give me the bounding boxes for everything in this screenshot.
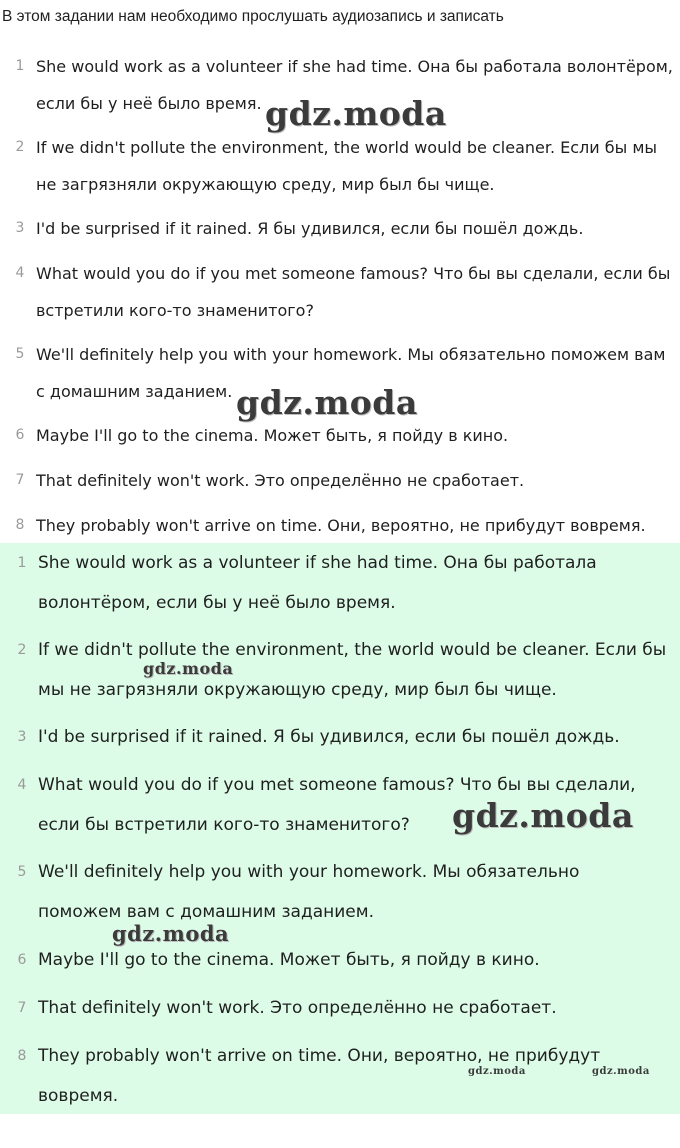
item-number: 6 — [15, 427, 25, 443]
item-text: We'll definitely help you with your homework. Мы обязательно поможем вам с домашним заданием. — [38, 862, 580, 922]
item-number: 3 — [17, 729, 27, 745]
item-number: 8 — [15, 517, 25, 533]
item-text: That definitely won't work. Это определённо не сработает. — [36, 471, 525, 490]
item-number: 5 — [15, 346, 25, 362]
item-text: What would you do if you met someone famous? Что бы вы сделали, если бы встретили кого-то знаменитого? — [36, 264, 671, 320]
watermark: gdz.moda — [112, 921, 230, 946]
item-number: 6 — [17, 952, 27, 968]
item-text: She would work as a volunteer if she had time. Она бы работала волонтёром, если бы у неё было время. — [36, 57, 673, 113]
answer-list-plain — [0, 0, 680, 543]
item-number: 1 — [17, 555, 27, 571]
item-text: We'll definitely help you with your homework. Мы обязательно поможем вам с домашним заданием. — [36, 345, 666, 401]
item-number: 7 — [15, 472, 25, 488]
watermark: gdz.moda — [592, 1066, 650, 1077]
item-text: I'd be surprised if it rained. Я бы удивился, если бы пошёл дождь. — [36, 219, 584, 238]
item-number: 4 — [17, 777, 27, 793]
item-number: 4 — [15, 265, 25, 281]
intro-text: В этом задании нам необходимо прослушать аудиозапись и записать — [2, 8, 504, 25]
item-number: 5 — [17, 864, 27, 880]
item-text: Maybe I'll go to the cinema. Может быть, я пойду в кино. — [38, 950, 540, 970]
watermark: gdz.moda — [143, 659, 234, 678]
item-number: 3 — [15, 220, 25, 236]
item-text: If we didn't pollute the environment, the world would be cleaner. Если бы мы не загрязняли окружающую среду, мир был бы чище. — [38, 640, 667, 700]
item-text: She would work as a volunteer if she had time. Она бы работала волонтёром, если бы у неё было время. — [38, 553, 597, 613]
item-text: What would you do if you met someone famous? Что бы вы сделали, если бы встретили кого-то знаменитого? — [38, 775, 636, 835]
item-text: They probably won't arrive on time. Они, вероятно, не прибудут вовремя. — [38, 1046, 601, 1106]
watermark: gdz.moda — [236, 383, 418, 422]
item-text: That definitely won't work. Это определённо не сработает. — [38, 998, 557, 1018]
watermark: gdz.moda — [265, 94, 447, 133]
item-text: Maybe I'll go to the cinema. Может быть, я пойду в кино. — [36, 426, 509, 445]
item-number: 8 — [17, 1048, 27, 1064]
item-text: They probably won't arrive on time. Они, вероятно, не прибудут вовремя. — [36, 516, 646, 535]
item-number: 2 — [17, 642, 27, 658]
item-number: 1 — [15, 58, 25, 74]
item-number: 7 — [17, 1000, 27, 1016]
item-number: 2 — [15, 139, 25, 155]
item-text: If we didn't pollute the environment, the world would be cleaner. Если бы мы не загрязняли окружающую среду, мир был бы чище. — [36, 138, 658, 194]
watermark: gdz.moda — [468, 1066, 526, 1077]
item-text: I'd be surprised if it rained. Я бы удивился, если бы пошёл дождь. — [38, 727, 620, 747]
watermark: gdz.moda — [452, 796, 634, 835]
